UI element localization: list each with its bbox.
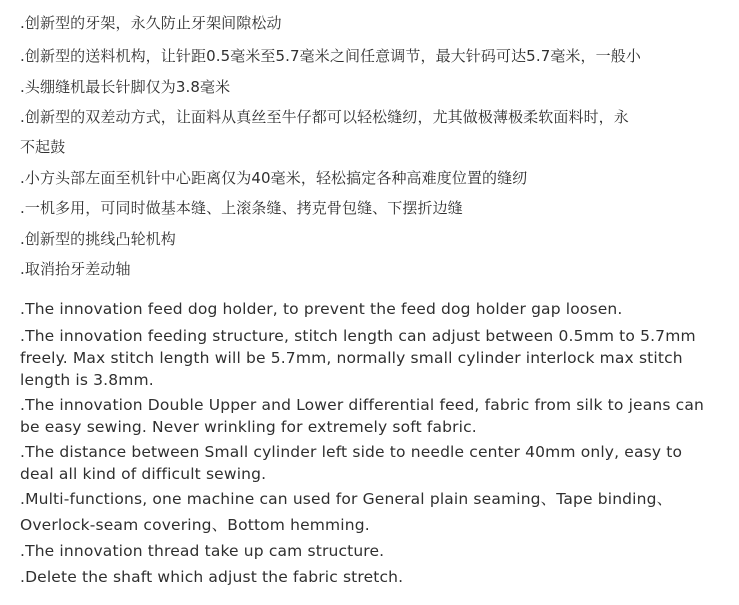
en-feature-multi-functions-line-1: .Multi-functions, one machine can used for General plain seaming、Tape binding、 — [20, 490, 673, 508]
en-feature-thread-cam: .The innovation thread take up cam structure. — [20, 542, 385, 560]
en-feature-feeding-structure-line-1: .The innovation feeding structure, stitch length can adjust between 0.5mm to 5.7mm — [20, 327, 696, 345]
cn-feature-delete-shaft: .取消抬牙差动轴 — [20, 260, 131, 278]
cn-feature-feeding-structure-line-1: .创新型的送料机构，让针距0.5毫米至5.7毫米之间任意调节，最大针码可达5.7毫米，一般小 — [20, 47, 641, 65]
en-feature-needle-distance-line-2: deal all kind of difficult sewing. — [20, 465, 267, 483]
cn-feature-differential-feed-line-2: 不起鼓 — [20, 138, 66, 156]
en-feature-differential-feed-line-1: .The innovation Double Upper and Lower differential feed, fabric from silk to jeans can — [20, 396, 704, 414]
en-feature-feeding-structure-line-3: length is 3.8mm. — [20, 371, 154, 389]
cn-feature-differential-feed-line-1: .创新型的双差动方式，让面料从真丝至牛仔都可以轻松缝纫，尤其做极薄极柔软面料时，永 — [20, 108, 629, 126]
cn-feature-thread-cam: .创新型的挑线凸轮机构 — [20, 230, 176, 248]
cn-feature-multi-functions: .一机多用，可同时做基本缝、上滚条缝、拷克骨包缝、下摆折边缝 — [20, 199, 463, 217]
cn-feature-feeding-structure-line-2: .头绷缝机最长针脚仅为3.8毫米 — [20, 78, 231, 96]
cn-feature-needle-distance: .小方头部左面至机针中心距离仅为40毫米，轻松搞定各种高难度位置的缝纫 — [20, 169, 528, 187]
en-feature-differential-feed-line-2: be easy sewing. Never wrinkling for extremely soft fabric. — [20, 418, 477, 436]
cn-feature-feed-dog-holder: .创新型的牙架，永久防止牙架间隙松动 — [20, 14, 282, 32]
en-feature-needle-distance-line-1: .The distance between Small cylinder left side to needle center 40mm only, easy to — [20, 443, 683, 461]
en-feature-multi-functions-line-2: Overlock-seam covering、Bottom hemming. — [20, 516, 370, 534]
en-feature-feeding-structure-line-2: freely. Max stitch length will be 5.7mm, normally small cylinder interlock max stitch — [20, 349, 683, 367]
en-feature-feed-dog-holder: .The innovation feed dog holder, to prevent the feed dog holder gap loosen. — [20, 300, 623, 318]
en-feature-delete-shaft: .Delete the shaft which adjust the fabric stretch. — [20, 568, 404, 586]
